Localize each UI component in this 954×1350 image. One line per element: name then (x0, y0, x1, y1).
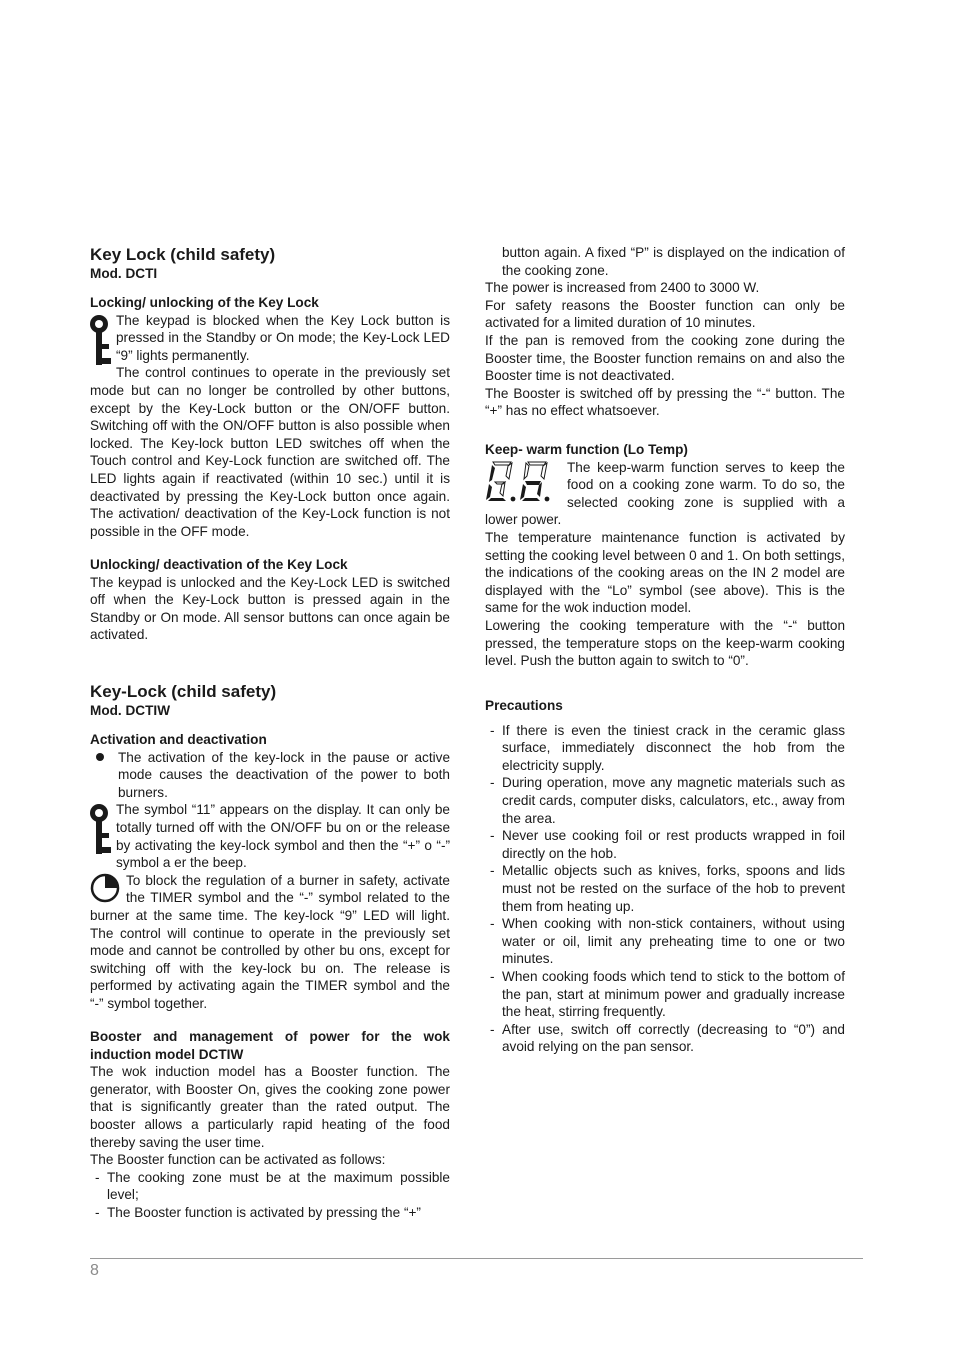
section-key-lock-dcti (90, 245, 450, 283)
paragraph: Lowering the cooking temperature with the “-“ button pressed, the temperature stops on the keep-warm cooking level. Push the button again to switch to “0”. (485, 617, 845, 669)
paragraph: For safety reasons the Booster function can only be activated for a limited duration of 10 minutes. (485, 297, 845, 331)
list-item: - If there is even the tiniest crack in the ceramic glass surface, immediately disconnect the hob from the electricity supply. (490, 722, 845, 773)
paragraph: The temperature maintenance function is activated by setting the cooking level between 0 and 1. On both settings, the indications of the cooking areas on the IN 2 model are displayed with the “Lo” symbol (see above). This is the same for the wok induction model. (485, 529, 845, 616)
subsection-title: Locking/ unlocking of the Key Lock (90, 295, 319, 310)
page-number: 8 (90, 1262, 99, 1279)
list-item-text: During operation, move any magnetic materials such as credit cards, computer disks, calculators, etc., away from the area. (502, 775, 845, 826)
list-item: - When cooking foods which tend to stick to the bottom of the pan, start at minimum power and gradually increase the heat, stirring frequently. (490, 968, 845, 1020)
unlocking-subsection (90, 556, 450, 644)
paragraph: To block the regulation of a burner in safety, activate the TIMER symbol and the “-” symbol related to the burner at the same time. The key-lock “9” LED will light. The control will continue to operate in the previously set mode and cannot be controlled by other bu ons, except for switching off with the key-lock bu on. The release is performed by activating again the TIMER symbol and the “-” symbol together. (90, 872, 450, 1011)
section-title: Key-Lock (child safety) (90, 682, 277, 701)
subsection-title: Precautions (485, 698, 563, 713)
list-item-text: After use, switch off correctly (decreasing to “0”) and avoid relying on the pan sensor. (502, 1021, 845, 1055)
keep-warm-subsection (485, 441, 845, 670)
section-title: Key Lock (child safety) (90, 245, 276, 264)
list-item-text: When cooking with non-stick containers, without using water or oil, limit any preheating time to one or two minutes. (502, 916, 845, 967)
list-item: - During operation, move any magnetic materials such as credit cards, computer disks, calculators, etc., away from the area. (490, 775, 845, 826)
precautions-list (485, 722, 845, 1056)
paragraph: The Booster function can be activated as follows: (90, 1152, 386, 1168)
list-item: - The Booster function is activated by pressing the “+” (95, 1204, 421, 1220)
model-label: Mod. DCTIW (90, 703, 171, 718)
key-icon (88, 314, 112, 366)
locking-subsection (90, 294, 450, 540)
list-item-text: If there is even the tiniest crack in the ceramic glass surface, immediately disconnect the hob from the electricity supply. (502, 722, 845, 773)
list-item: - The cooking zone must be at the maximum possible level; (95, 1169, 450, 1203)
list-item: - Never use cooking foil or rest products wrapped in foil directly on the hob. (490, 828, 845, 861)
booster-steps-list (90, 1169, 450, 1222)
paragraph: The control continues to operate in the previously set mode but can no longer be controlled by other buttons, except by the Key-Lock button or the ON/OFF button. Switching off with the ON/OFF button is also possible when locked. The Key-lock button LED switches off when the Touch control and Key-Lock function are switched off. The LED lights again if reactivated (within 10 sec.) until it is deactivated by pressing the Key-Lock button once again. The activation/ deactivation of the Key-Lock function is not possible in the OFF mode. (90, 365, 450, 539)
paragraph: The keypad is blocked when the Key Lock button is pressed in the Standby or On mode; the Key-Lock LED “9” lights permanently. (116, 312, 450, 363)
subsection-title: Unlocking/ deactivation of the Key Lock (90, 557, 348, 572)
paragraph: The keypad is unlocked and the Key-Lock LED is switched off when the Key-Lock button is pressed again in the Standby or On mode. All sensor buttons can once again be activated. (90, 574, 450, 643)
footer-divider (90, 1258, 863, 1259)
list-item: - After use, switch off correctly (decreasing to “0”) and avoid relying on the pan sensor. (490, 1021, 845, 1055)
paragraph: The Booster is switched off by pressing the “-“ button. The “+” has no effect whatsoever. (485, 385, 845, 419)
paragraph: The keep-warm function serves to keep the food on a cooking zone warm. To do so, the selected cooking zone is supplied with a lower power. (485, 459, 845, 528)
bullet-text: The activation of the key-lock in the pause or active mode causes the deactivation of the power to both burners. (118, 749, 450, 800)
list-item-text: When cooking foods which tend to stick to the bottom of the pan, start at minimum power and gradually increase the heat, stirring frequently. (502, 968, 845, 1020)
timer-icon (90, 872, 120, 904)
booster-subsection (90, 1028, 450, 1222)
bullet-paragraph (90, 749, 450, 802)
subsection-title: Keep- warm function (Lo Temp) (485, 442, 688, 457)
subsection-title: Booster and management of power for the wok induction model DCTIW (90, 1029, 450, 1062)
booster-continued (485, 244, 845, 420)
lo-display-icon (485, 459, 563, 503)
paragraph: The power is increased from 2400 to 3000 W. (485, 280, 760, 296)
bullet-icon (96, 753, 104, 761)
list-item-text: The Booster function is activated by pressing the “+” (107, 1204, 421, 1220)
list-item-text: The cooking zone must be at the maximum possible level; (107, 1169, 450, 1203)
precautions-subsection (485, 697, 845, 1056)
paragraph: The wok induction model has a Booster function. The generator, with Booster On, gives the cooking zone power that is significantly greater than the rated output. The booster allows a particularly rapid heating of the food thereby saving the user time. (90, 1064, 450, 1150)
model-label: Mod. DCTI (90, 266, 158, 281)
list-item: - When cooking with non-stick containers, without using water or oil, limit any preheating time to one or two minutes. (490, 916, 845, 967)
paragraph: If the pan is removed from the cooking zone during the Booster time, the Booster function remains on and also the Booster time is not deactivated. (485, 332, 845, 384)
key-icon (88, 803, 112, 855)
activation-subsection (90, 731, 450, 1013)
subsection-title: Activation and deactivation (90, 732, 267, 747)
list-item: - Metallic objects such as knives, forks, spoons and lids must not be rested on the surface of the hob to prevent them from heating up. (490, 863, 845, 914)
paragraph: The symbol “11” appears on the display. It can only be totally turned off with the ON/OFF bu on or the release by activating the key-lock symbol and then the “+” o “-” symbol a er the beep. (116, 802, 450, 871)
list-item-continued: button again. A fixed “P” is displayed on the indication of the cooking zone. (502, 245, 845, 278)
list-item-text: Metallic objects such as knives, forks, spoons and lids must not be rested on the surface of the hob to prevent them from heating up. (502, 863, 845, 914)
list-item-text: Never use cooking foil or rest products wrapped in foil directly on the hob. (502, 828, 845, 861)
section-key-lock-dctiw (90, 682, 450, 720)
